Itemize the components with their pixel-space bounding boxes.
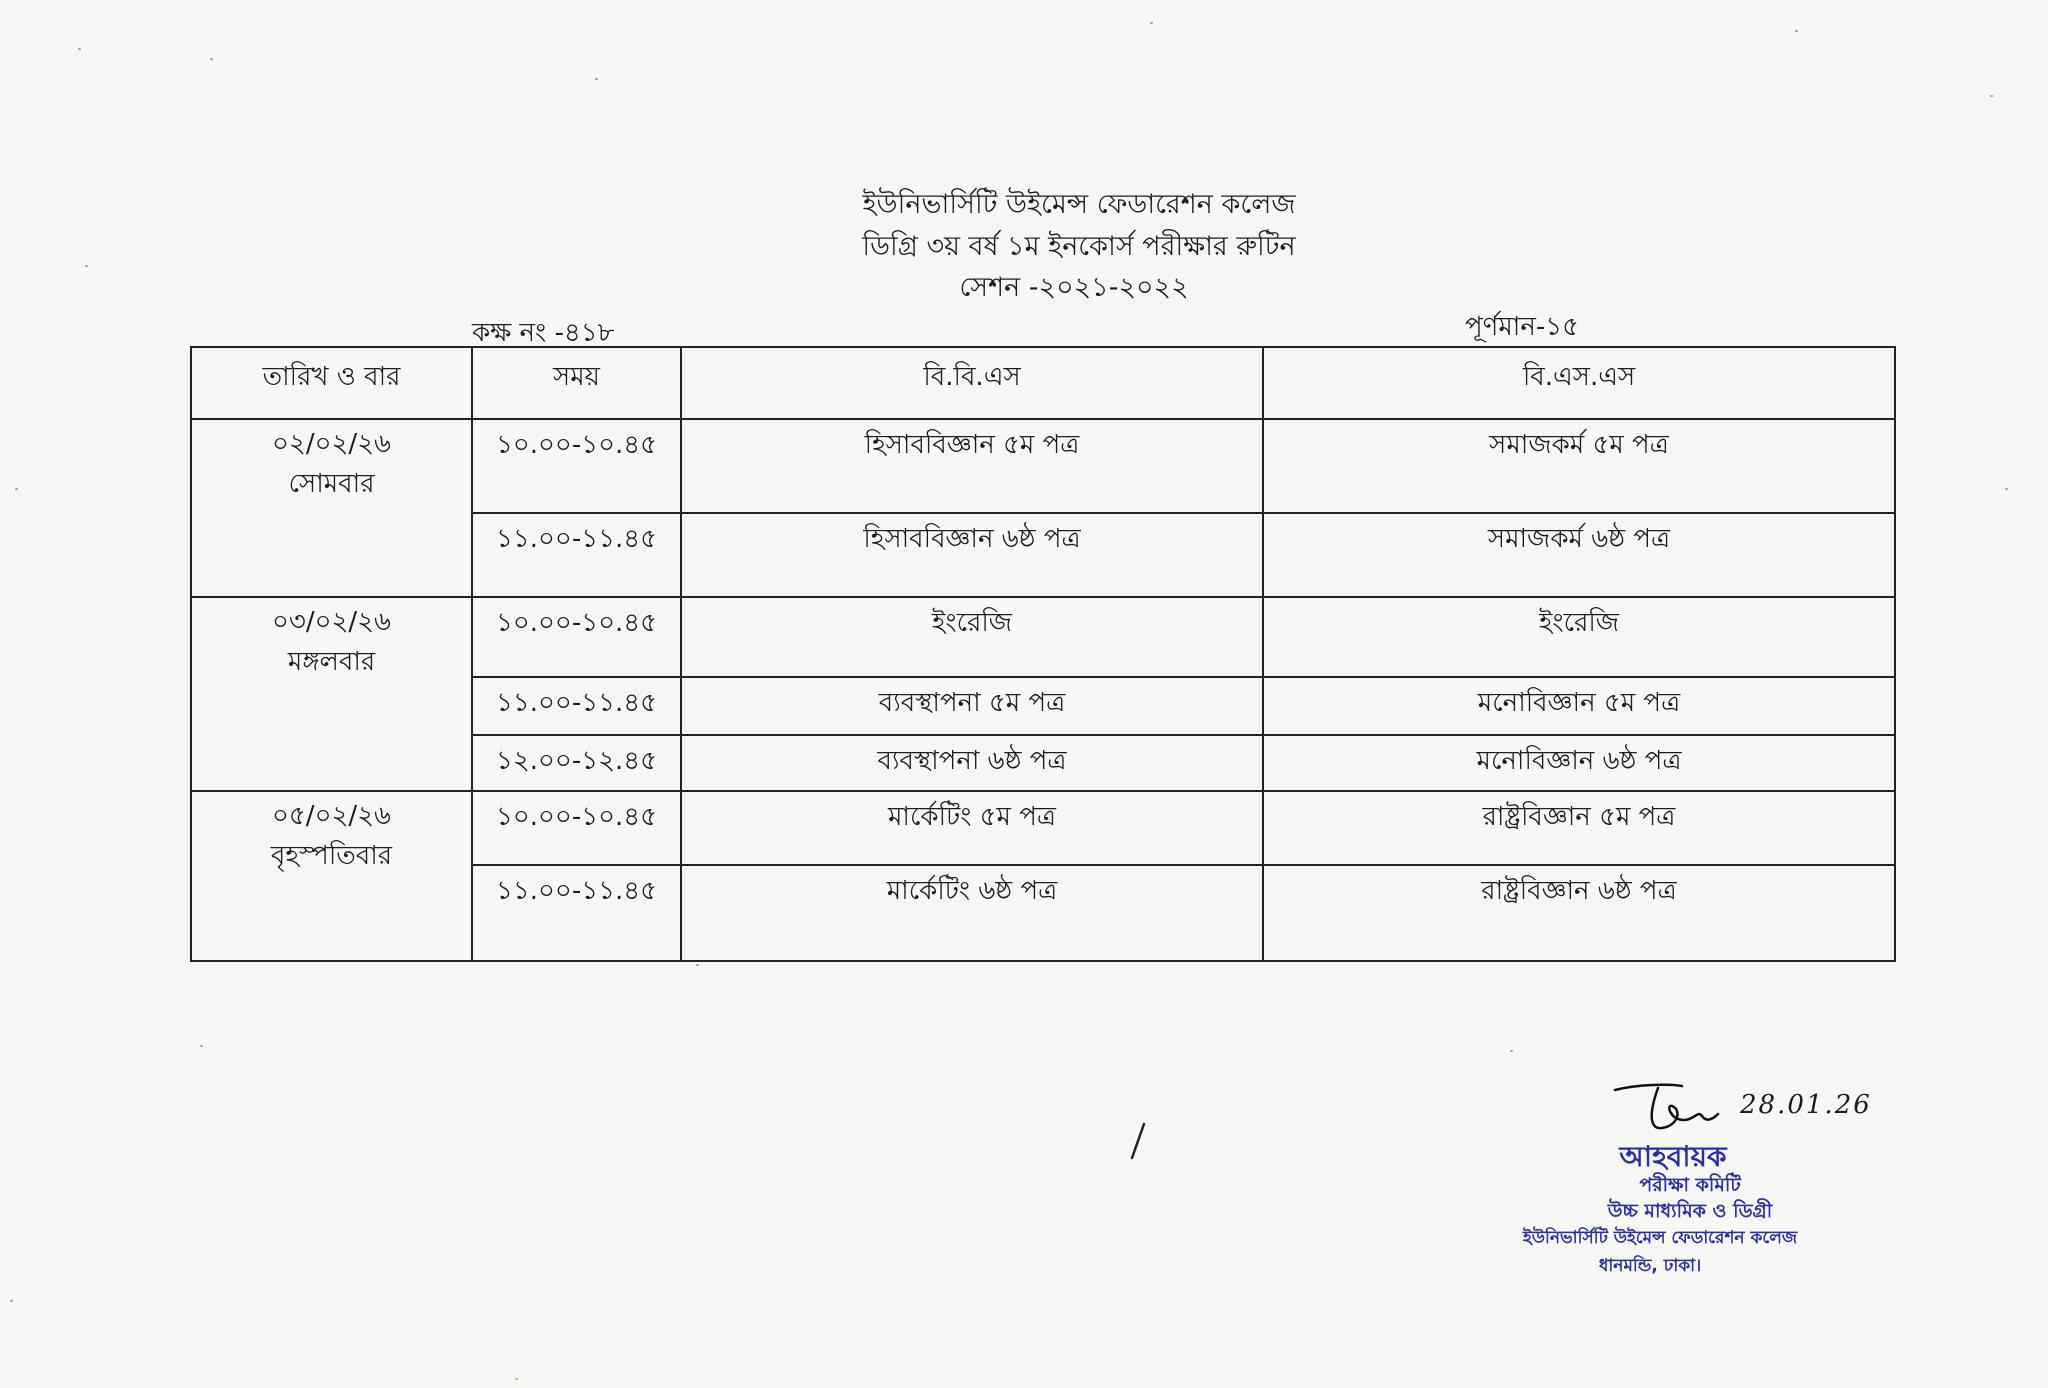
bss-subject-cell: ইংরেজি <box>1263 597 1895 677</box>
exam-day: মঙ্গলবার <box>287 647 376 677</box>
scan-speck <box>2005 488 2008 490</box>
exam-day: সোমবার <box>288 469 375 499</box>
column-header-bss: বি.এস.এস <box>1263 347 1895 419</box>
bbs-subject-cell: হিসাববিজ্ঞান ৬ষ্ঠ পত্র <box>681 513 1263 597</box>
bss-subject-cell: মনোবিজ্ঞান ৫ম পত্র <box>1263 677 1895 735</box>
bbs-subject-cell: ব্যবস্থাপনা ৬ষ্ঠ পত্র <box>681 735 1263 791</box>
scan-speck <box>15 488 18 490</box>
scan-speck <box>1510 1050 1513 1052</box>
session-label: সেশন -২০২১-২০২২ <box>959 272 1189 303</box>
signature-block <box>1500 1070 1940 1320</box>
table-row <box>191 791 1895 865</box>
bss-subject-cell: সমাজকর্ম ৫ম পত্র <box>1263 419 1895 513</box>
scan-speck <box>10 1300 13 1302</box>
table-header-row <box>191 347 1895 419</box>
stamp-location: ধানমন্ডি, ঢাকা। <box>1598 1256 1702 1276</box>
scan-speck <box>1795 30 1798 32</box>
scan-speck <box>200 1045 203 1047</box>
bbs-subject-cell: মার্কেটিং ৬ষ্ঠ পত্র <box>681 865 1263 961</box>
exam-day: বৃহস্পতিবার <box>270 841 393 871</box>
date-cell <box>191 597 472 791</box>
bbs-subject-cell: ইংরেজি <box>681 597 1263 677</box>
scan-speck <box>595 78 598 80</box>
scan-speck <box>515 1378 518 1380</box>
exam-title: ডিগ্রি ৩য় বর্ষ ১ম ইনকোর্স পরীক্ষার রুটিন <box>862 231 1296 262</box>
college-name: ইউনিভার্সিটি উইমেন্স ফেডারেশন কলেজ <box>862 189 1296 220</box>
bbs-subject-cell: মার্কেটিং ৫ম পত্র <box>681 791 1263 865</box>
stamp-level: উচ্চ মাধ্যমিক ও ডিগ্রী <box>1607 1200 1773 1222</box>
time-cell: ১০.০০-১০.৪৫ <box>472 597 681 677</box>
exam-date: ০৩/০২/২৬ <box>272 607 391 637</box>
time-cell: ১০.০০-১০.৪৫ <box>472 791 681 865</box>
bss-subject-cell: রাষ্ট্রবিজ্ঞান ৫ম পত্র <box>1263 791 1895 865</box>
table-row <box>191 597 1895 677</box>
column-header-bbs: বি.বি.এস <box>681 347 1263 419</box>
time-cell: ১২.০০-১২.৪৫ <box>472 735 681 791</box>
scan-speck <box>210 58 213 60</box>
exam-routine-table <box>190 346 1896 962</box>
full-marks: পূর্ণমান-১৫ <box>1465 312 1579 342</box>
time-cell: ১১.০০-১১.৪৫ <box>472 865 681 961</box>
table-row <box>191 419 1895 513</box>
signature-date: 28.01.26 <box>1740 1090 1872 1120</box>
time-cell: ১০.০০-১০.৪৫ <box>472 419 681 513</box>
room-number: কক্ষ নং -৪১৮ <box>472 318 615 348</box>
date-cell <box>191 791 472 961</box>
time-cell: ১১.০০-১১.৪৫ <box>472 513 681 597</box>
scan-speck <box>1150 22 1153 24</box>
scan-speck <box>696 964 699 966</box>
stamp-college: ইউনিভার্সিটি উইমেন্স ফেডারেশন কলেজ <box>1522 1228 1798 1248</box>
bbs-subject-cell: হিসাববিজ্ঞান ৫ম পত্র <box>681 419 1263 513</box>
bss-subject-cell: রাষ্ট্রবিজ্ঞান ৬ষ্ঠ পত্র <box>1263 865 1895 961</box>
exam-date: ০৫/০২/২৬ <box>272 801 391 831</box>
bss-subject-cell: সমাজকর্ম ৬ষ্ঠ পত্র <box>1263 513 1895 597</box>
column-header-time: সময় <box>472 347 681 419</box>
column-header-date: তারিখ ও বার <box>191 347 472 419</box>
stamp-committee: পরীক্ষা কমিটি <box>1639 1174 1741 1196</box>
pen-stroke-mark <box>1128 1122 1148 1162</box>
scan-speck <box>1990 95 1993 97</box>
bss-subject-cell: মনোবিজ্ঞান ৬ষ্ঠ পত্র <box>1263 735 1895 791</box>
time-cell: ১১.০০-১১.৪৫ <box>472 677 681 735</box>
stamp-title: আহবায়ক <box>1619 1140 1727 1173</box>
date-cell <box>191 419 472 597</box>
handwritten-signature <box>1610 1080 1740 1140</box>
scan-speck <box>78 48 81 50</box>
bbs-subject-cell: ব্যবস্থাপনা ৫ম পত্র <box>681 677 1263 735</box>
exam-date: ০২/০২/২৬ <box>272 429 391 459</box>
